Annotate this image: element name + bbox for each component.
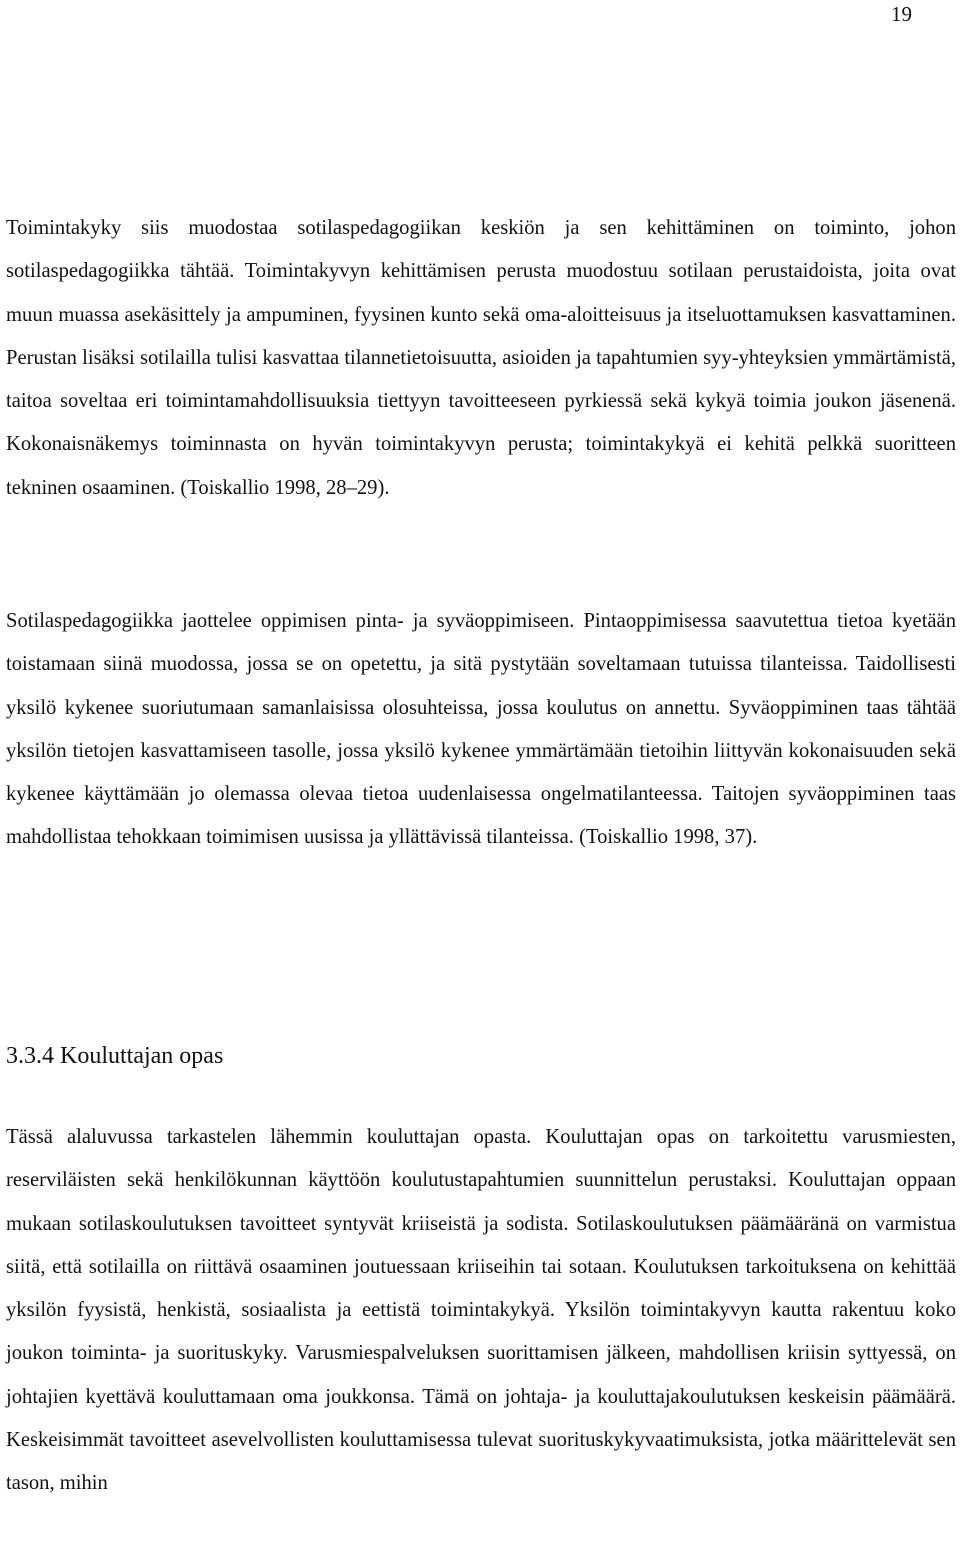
body-paragraph-kouluttajan-opas: Tässä alaluvussa tarkastelen lähemmin kouluttajan opasta. Kouluttajan opas on tarkoitettu varusmiesten, reserviläisten sekä henkilökunnan käyttöön koulutustapahtumien suunnittelun perustaksi. Kouluttajan oppaan mukaan sotilaskoulutuksen tavoitteet syntyvät kriiseistä ja sodista. Sotilaskoulutuksen päämääränä on varmistua siitä, että sotilailla on riittävä osaaminen joutuessaan kriiseihin tai sotaan. Koulutuksen tarkoituksena on kehittää yksilön fyysistä, henkistä, sosiaalista ja eettistä toimintakykyä. Yksilön toimintakyvyn kautta rakentuu koko joukon toiminta- ja suorituskyky. Varusmiespalveluksen suorittamisen jälkeen, mahdollisen kriisin syttyessä, on johtajien kyettävä kouluttamaan oma joukkonsa. Tämä on johtaja- ja kouluttajakoulutuksen keskeisin päämäärä. Keskeisimmät tavoitteet asevelvollisten kouluttamisessa tulevat suorituskykyvaatimuksista, jotka määrittelevät sen tason, mihin: [6, 1126, 956, 1495]
page-number: 19: [891, 2, 912, 26]
body-paragraph-toimintakyky: Toimintakyky siis muodostaa sotilaspedagogiikan keskiön ja sen kehittäminen on toiminto, johon sotilaspedagogiikka tähtää. Toimintakyvyn kehittämisen perusta muodostuu sotilaan perustaidoista, joita ovat muun muassa asekäsittely ja ampuminen, fyysinen kunto sekä oma-aloitteisuus ja itseluottamuksen kasvattaminen. Perustan lisäksi sotilailla tulisi kasvattaa tilannetietoisuutta, asioiden ja tapahtumien syy-yhteyksien ymmärtämistä, taitoa soveltaa eri toimintamahdollisuuksia tiettyyn tavoitteeseen pyrkiessä sekä kykyä toimia joukon jäsenenä. Kokonaisnäkemys toiminnasta on hyvän toimintakyvyn perusta; toimintakykyä ei kehitä pelkkä suoritteen tekninen osaaminen. (Toiskallio 1998, 28–29).: [6, 217, 956, 499]
body-paragraph-oppiminen: Sotilaspedagogiikka jaottelee oppimisen pinta- ja syväoppimiseen. Pintaoppimisessa saavutettua tietoa kyetään toistamaan siinä muodossa, jossa se on opetettu, ja sitä pystytään soveltamaan tutuissa tilanteissa. Taidollisesti yksilö kykenee suoriutumaan samanlaisissa olosuhteissa, jossa koulutus on annettu. Syväoppiminen taas tähtää yksilön tietojen kasvattamiseen tasolle, jossa yksilö kykenee ymmärtämään tietoihin liittyvän kokonaisuuden sekä kykenee käyttämään jo olemassa olevaa tietoa uudenlaisessa ongelmatilanteessa. Taitojen syväoppiminen taas mahdollistaa tehokkaan toimimisen uusissa ja yllättävissä tilanteissa. (Toiskallio 1998, 37).: [6, 610, 956, 849]
section-heading: 3.3.4 Kouluttajan opas: [6, 1043, 224, 1069]
